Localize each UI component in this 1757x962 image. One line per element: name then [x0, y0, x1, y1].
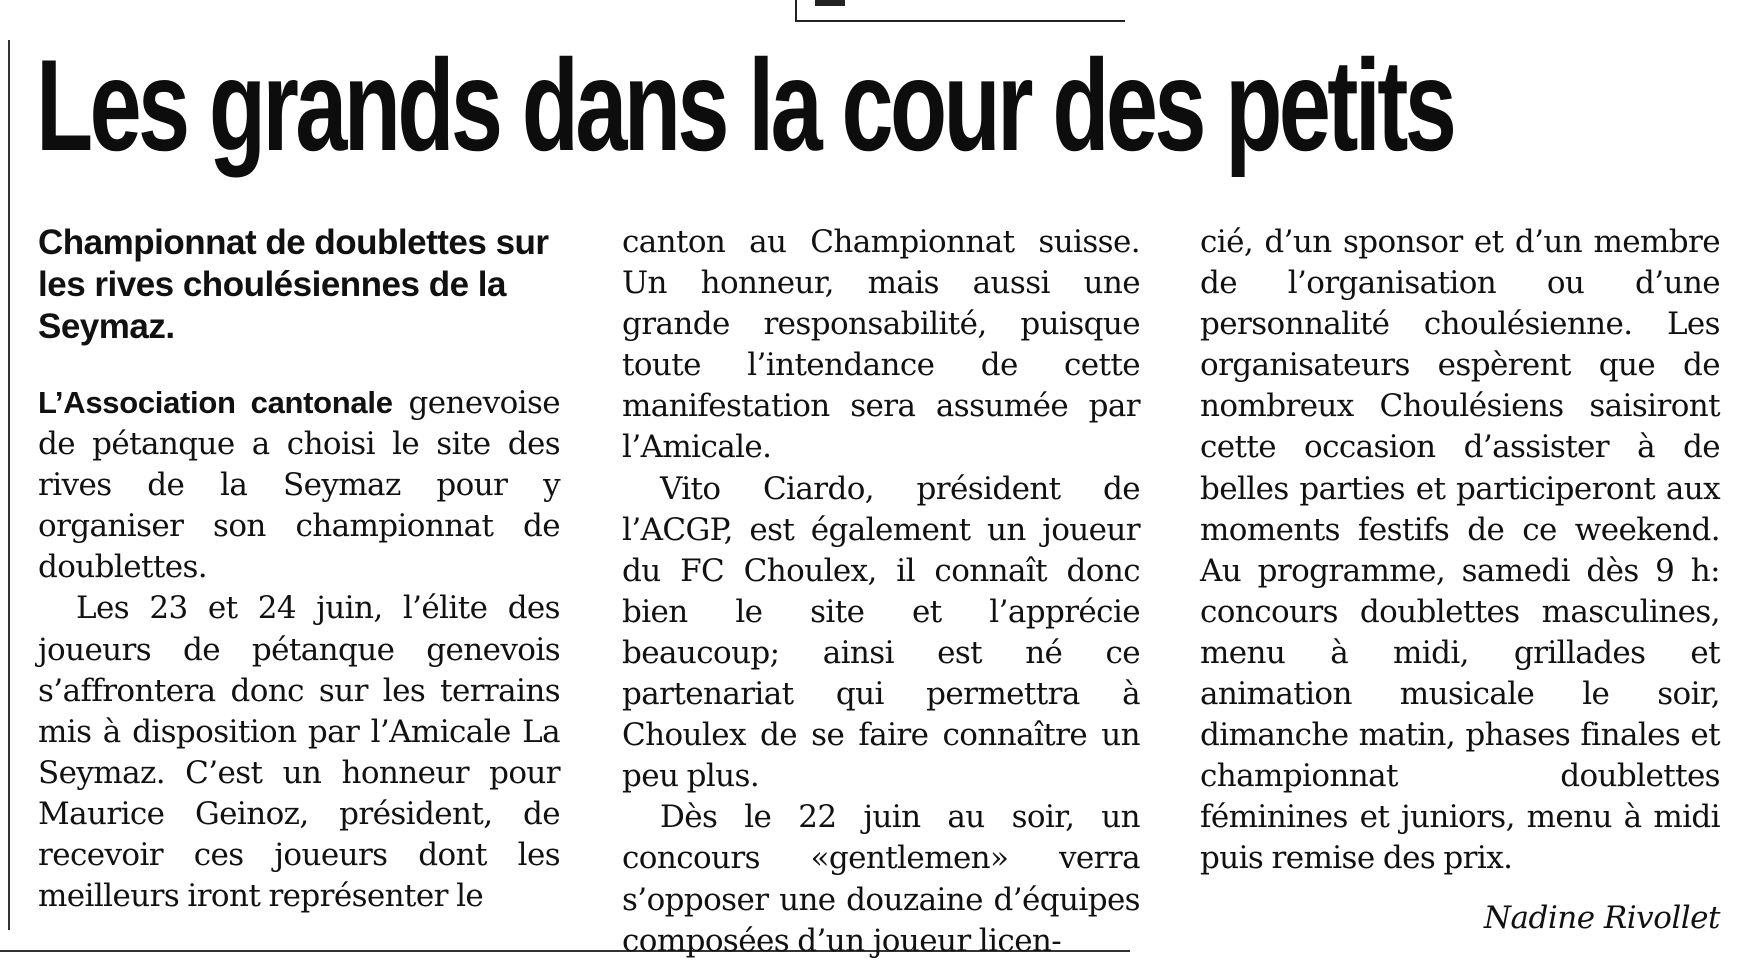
- headline: Les grands dans la cour des petits: [36, 32, 1454, 178]
- paragraph: Vito Ciardo, président de l’ACGP, est également un joueur du FC Choulex, il connaît donc bien le site et l’apprécie beaucoup; ainsi est né ce partenariat qui permettra à Choulex de se faire connaître un peu plus.: [622, 470, 1140, 795]
- lead-in: L’Association cantonale: [38, 385, 393, 420]
- deck-subtitle: Championnat de doublettes sur les rives choulésiennes de la Seymaz.: [38, 223, 549, 346]
- paragraph-intro: [38, 382, 560, 588]
- text-column-3: [1200, 222, 1720, 880]
- paragraph-intro-text: genevoise de pétanque a choisi le site des rives de la Seymaz pour y organiser son championnat de doublettes.: [38, 385, 561, 586]
- text-column-1: [38, 382, 560, 917]
- left-column-rule: [8, 40, 10, 930]
- paragraph: Dès le 22 juin au soir, un concours «gentlemen» verra s’opposer une douzaine d’équipes composées d’un joueur licen-: [622, 799, 1140, 959]
- paragraph: Les 23 et 24 juin, l’élite des joueurs de pétanque genevois s’affrontera donc sur les terrains mis à disposition par l’Amicale La Seymaz. C’est un honneur pour Maurice Geinoz, président, de recevoir ces joueurs dont les meilleurs iront représenter le: [38, 590, 560, 915]
- text-column-2: [622, 222, 1140, 962]
- paragraph: cié, d’un sponsor et d’un membre de l’organisation ou d’une personnalité choulésienne. Les organisateurs espèrent que de nombreux Choulésiens saisiront cette occasion d’assister à de belles parties et participeront aux moments festifs de ce weekend. Au programme, samedi dès 9 h: concours doublettes masculines, menu à midi, grillades et animation musicale le soir, dimanche matin, phases finales et championnat doublettes féminines et juniors, menu à midi puis remise des prix.: [1200, 224, 1720, 877]
- author-byline: Nadine Rivollet: [1483, 900, 1720, 936]
- paragraph: canton au Championnat suisse. Un honneur, mais aussi une grande responsabilité, puisque toute l’intendance de cette manifestation sera assumée par l’Amicale.: [622, 224, 1140, 466]
- top-frame-fragment: [795, 0, 1125, 22]
